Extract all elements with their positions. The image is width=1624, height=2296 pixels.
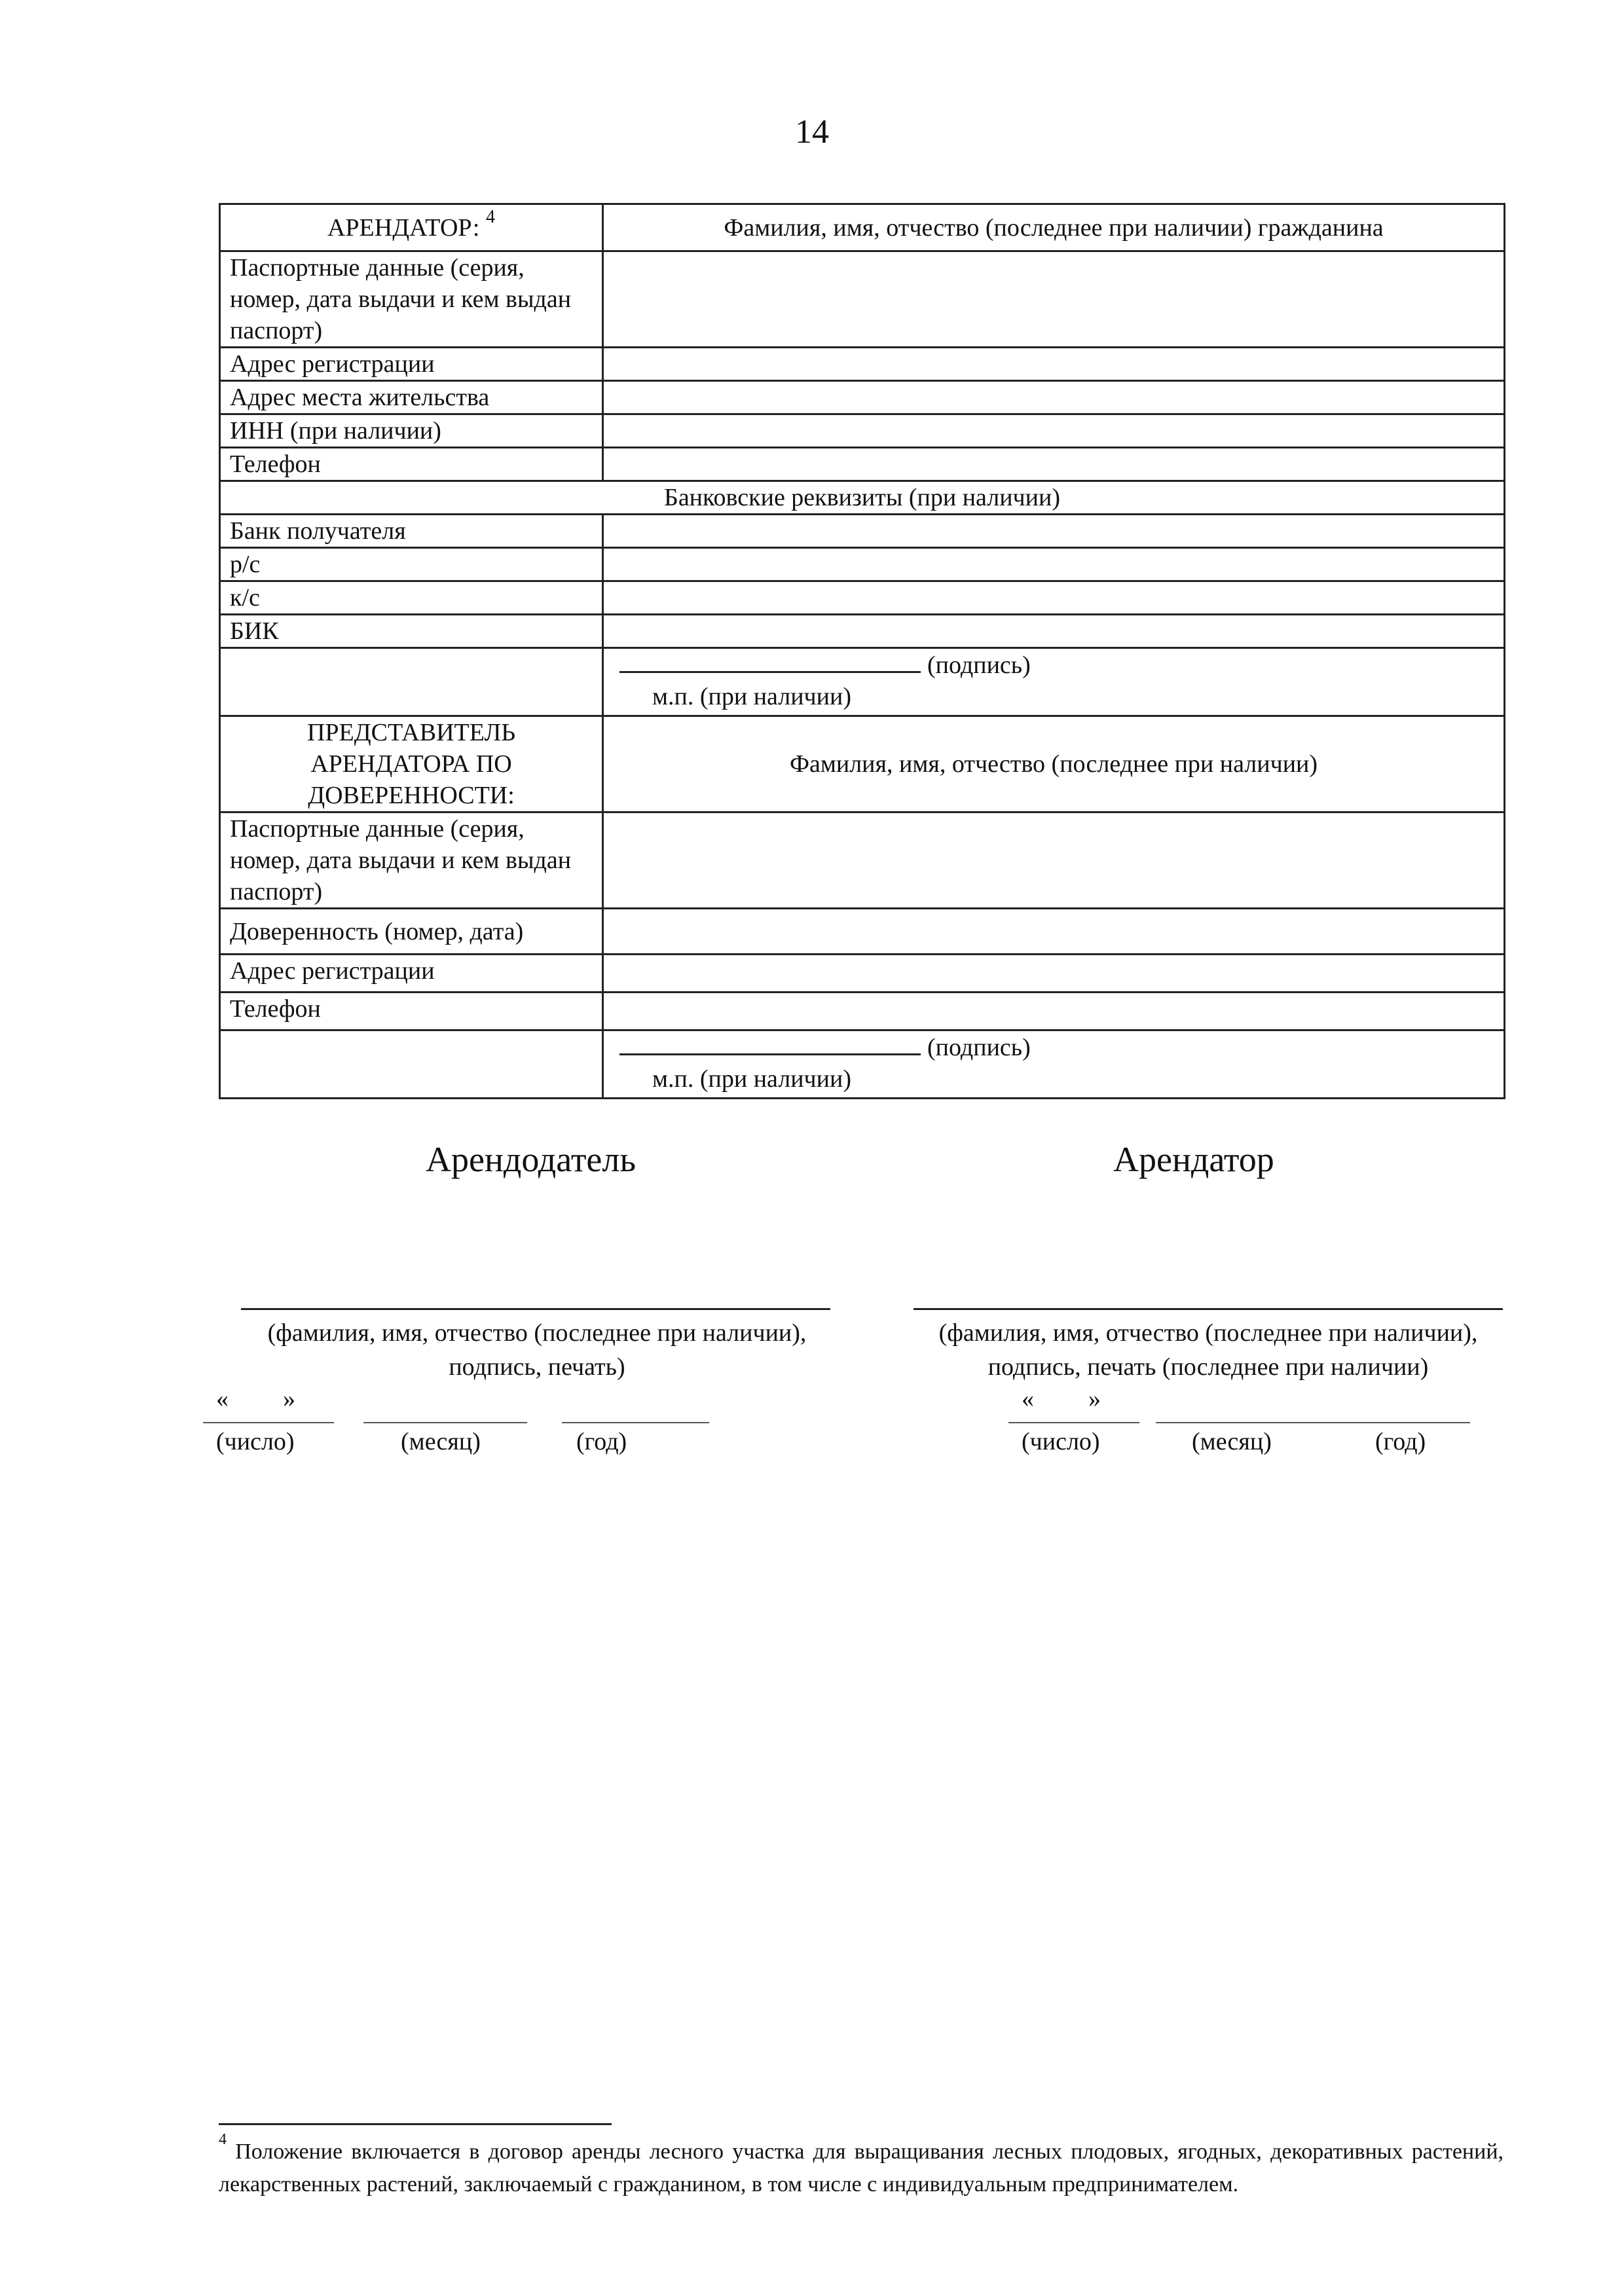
tenant-quote-open: « xyxy=(1022,1385,1034,1413)
landlord-year-line[interactable] xyxy=(562,1422,709,1423)
stamp-label: м.п. (при наличии) xyxy=(652,1065,851,1093)
row-value[interactable] xyxy=(603,955,1505,993)
table-row xyxy=(220,251,1505,348)
table-row xyxy=(220,548,1505,581)
tenant-signature-line[interactable] xyxy=(913,1308,1503,1310)
row-value[interactable] xyxy=(603,448,1505,481)
row-value[interactable] xyxy=(603,812,1505,909)
tenant-signature-row xyxy=(220,648,1505,716)
row-label: Адрес регистрации xyxy=(220,955,603,993)
landlord-quote-open: « xyxy=(216,1385,229,1413)
representative-header-row xyxy=(220,716,1505,812)
signature-label: (подпись) xyxy=(927,1034,1031,1061)
signature-label: (подпись) xyxy=(927,651,1031,679)
landlord-title: Арендодатель xyxy=(426,1140,636,1179)
row-value[interactable] xyxy=(603,909,1505,955)
landlord-day-line[interactable] xyxy=(203,1422,334,1423)
landlord-caption-line2: подпись, печать) xyxy=(449,1353,625,1381)
row-value[interactable] xyxy=(603,993,1505,1030)
footnote xyxy=(219,2130,1504,2201)
row-label: Паспортные данные (серия, номер, дата выдачи и кем выдан паспорт) xyxy=(220,251,603,348)
tenant-year-label: (год) xyxy=(1375,1428,1426,1455)
row-value[interactable] xyxy=(603,348,1505,381)
tenant-month-year-line[interactable] xyxy=(1156,1422,1470,1423)
table-row xyxy=(220,448,1505,481)
landlord-caption-line1: (фамилия, имя, отчество (последнее при наличии), xyxy=(267,1319,807,1347)
row-value[interactable] xyxy=(603,381,1505,414)
empty-cell xyxy=(220,1030,603,1099)
tenant-quote-close: » xyxy=(1088,1385,1101,1413)
tenant-caption xyxy=(891,1316,1526,1384)
row-label: Банк получателя xyxy=(220,515,603,548)
signature-line[interactable] xyxy=(619,649,921,673)
table-row xyxy=(220,414,1505,448)
table-row xyxy=(220,955,1505,993)
tenant-day-line[interactable] xyxy=(1008,1422,1139,1423)
tenant-signature-cell xyxy=(603,648,1505,716)
empty-cell xyxy=(220,648,603,716)
row-label: Телефон xyxy=(220,993,603,1030)
table-row xyxy=(220,615,1505,648)
row-label: Адрес места жительства xyxy=(220,381,603,414)
footnote-number: 4 xyxy=(219,2130,227,2148)
landlord-month-line[interactable] xyxy=(363,1422,527,1423)
row-value[interactable] xyxy=(603,548,1505,581)
row-value[interactable] xyxy=(603,515,1505,548)
representative-title: ПРЕДСТАВИТЕЛЬ АРЕНДАТОРА ПО ДОВЕРЕННОСТИ: xyxy=(220,716,603,812)
tenant-title: Арендатор xyxy=(1113,1140,1274,1179)
tenant-title: АРЕНДАТОР: xyxy=(327,213,480,242)
table-row xyxy=(220,381,1505,414)
tenant-title-cell xyxy=(220,204,603,251)
representative-signature-cell xyxy=(603,1030,1505,1099)
representative-name-header: Фамилия, имя, отчество (последнее при наличии) xyxy=(603,716,1505,812)
stamp-label: м.п. (при наличии) xyxy=(652,683,851,710)
row-label: Доверенность (номер, дата) xyxy=(220,909,603,955)
row-label: БИК xyxy=(220,615,603,648)
signature-line[interactable] xyxy=(619,1031,921,1055)
table-row xyxy=(220,812,1505,909)
row-value[interactable] xyxy=(603,414,1505,448)
row-value[interactable] xyxy=(603,581,1505,615)
representative-signature-row xyxy=(220,1030,1505,1099)
row-label: Телефон xyxy=(220,448,603,481)
table-row xyxy=(220,993,1505,1030)
tenant-caption-line2: подпись, печать (последнее при наличии) xyxy=(987,1353,1429,1381)
bank-header-row xyxy=(220,481,1505,515)
bank-header: Банковские реквизиты (при наличии) xyxy=(220,481,1505,515)
row-label: Адрес регистрации xyxy=(220,348,603,381)
table-row xyxy=(220,581,1505,615)
row-label: Паспортные данные (серия, номер, дата выдачи и кем выдан паспорт) xyxy=(220,812,603,909)
footnote-text: Положение включается в договор аренды лесного участка для выращивания лесных плодовых, ягодных, декоративных растений, лекарственных растений, заключаемый с гражданином, в том числе с индивидуальным предпринимателем. xyxy=(219,2140,1504,2196)
landlord-quote-close: » xyxy=(283,1385,295,1413)
row-label: р/с xyxy=(220,548,603,581)
tenant-month-label: (месяц) xyxy=(1192,1428,1272,1455)
row-label: ИНН (при наличии) xyxy=(220,414,603,448)
landlord-month-label: (месяц) xyxy=(401,1428,481,1455)
tenant-header-row xyxy=(220,204,1505,251)
row-value[interactable] xyxy=(603,615,1505,648)
table-row xyxy=(220,515,1505,548)
landlord-signature-line[interactable] xyxy=(241,1308,830,1310)
footnote-ref: 4 xyxy=(486,206,495,227)
tenant-caption-line1: (фамилия, имя, отчество (последнее при наличии), xyxy=(938,1319,1478,1347)
row-value[interactable] xyxy=(603,251,1505,348)
footnote-divider xyxy=(219,2123,612,2125)
landlord-caption xyxy=(223,1316,851,1384)
tenant-day-label: (число) xyxy=(1022,1428,1100,1455)
row-label: к/с xyxy=(220,581,603,615)
tenant-name-header: Фамилия, имя, отчество (последнее при наличии) гражданина xyxy=(603,204,1505,251)
table-row xyxy=(220,348,1505,381)
landlord-day-label: (число) xyxy=(216,1428,295,1455)
tenant-details-table xyxy=(219,203,1505,1099)
table-row xyxy=(220,909,1505,955)
landlord-year-label: (год) xyxy=(576,1428,627,1455)
page-number: 14 xyxy=(795,113,829,151)
